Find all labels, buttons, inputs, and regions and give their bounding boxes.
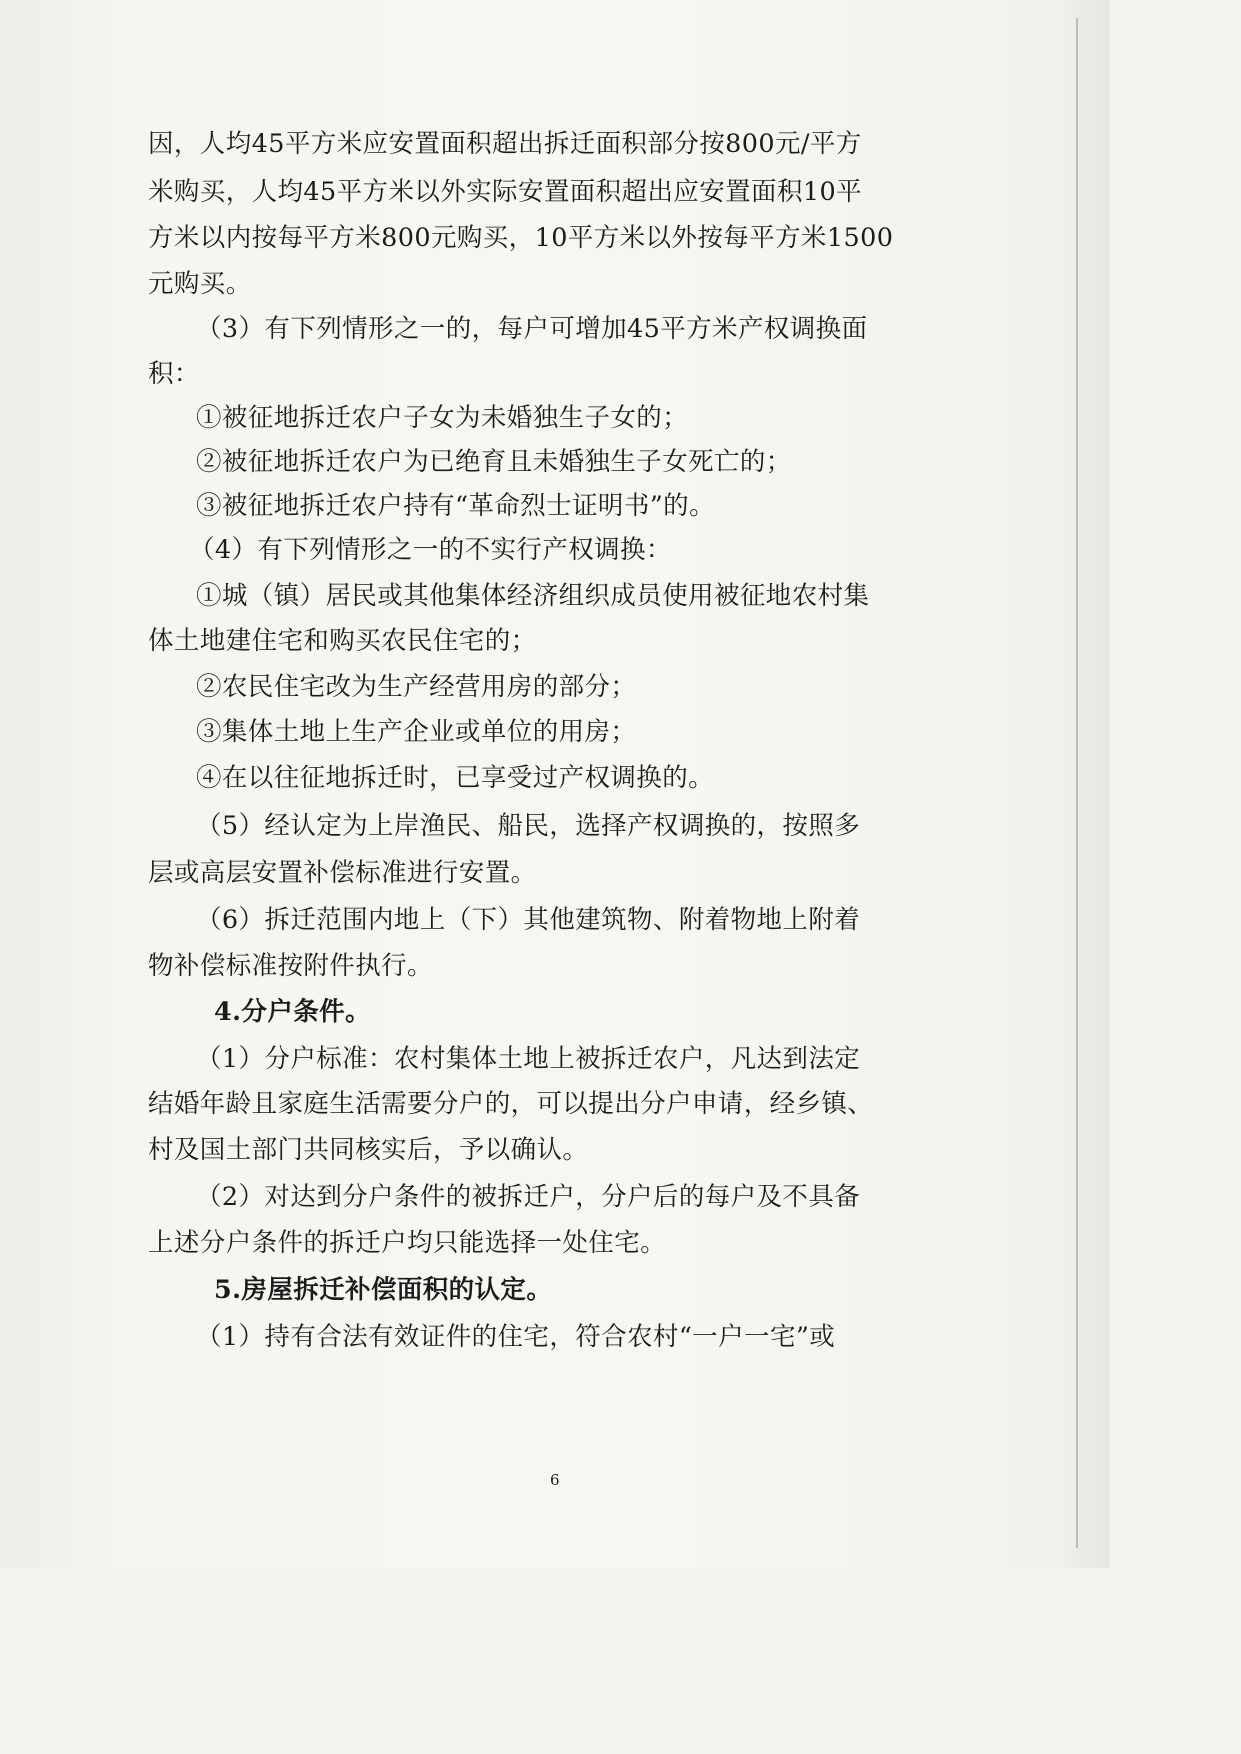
text-line-2: 米购买，人均45平方米以外实际安置面积超出应安置面积10平 bbox=[148, 177, 862, 207]
text-line-23: 村及国土部门共同核实后，予以确认。 bbox=[148, 1135, 589, 1165]
text-line-11: ①城（镇）居民或其他集体经济组织成员使用被征地农村集 bbox=[196, 581, 870, 611]
text-line-13: ②农民住宅改为生产经营用房的部分； bbox=[196, 672, 637, 702]
text-line-16: （5）经认定为上岸渔民、船民，选择产权调换的，按照多 bbox=[196, 811, 861, 841]
text-line-25: 上述分户条件的拆迁户均只能选择一处住宅。 bbox=[148, 1228, 667, 1258]
text-line-14: ③集体土地上生产企业或单位的用房； bbox=[196, 717, 637, 747]
text-line-12: 体土地建住宅和购买农民住宅的； bbox=[148, 626, 537, 656]
text-line-18: （6）拆迁范围内地上（下）其他建筑物、附着物地上附着 bbox=[196, 905, 861, 935]
text-line-22: 结婚年龄且家庭生活需要分户的，可以提出分户申请，经乡镇、 bbox=[148, 1089, 874, 1119]
text-line-27: （1）持有合法有效证件的住宅，符合农村“一户一宅”或 bbox=[196, 1322, 836, 1352]
paper-edge bbox=[1076, 18, 1078, 1548]
text-line-24: （2）对达到分户条件的被拆迁户，分户后的每户及不具备 bbox=[196, 1182, 861, 1212]
text-line-3: 方米以内按每平方米800元购买，10平方米以外按每平方米1500 bbox=[148, 223, 894, 253]
section-heading-5: 5.房屋拆迁补偿面积的认定。 bbox=[214, 1275, 553, 1305]
text-line-6: 积： bbox=[148, 359, 200, 389]
text-line-9: ③被征地拆迁农户持有“革命烈士证明书”的。 bbox=[196, 491, 715, 521]
text-line-4: 元购买。 bbox=[148, 269, 252, 299]
text-line-17: 层或高层安置补偿标准进行安置。 bbox=[148, 858, 537, 888]
text-line-15: ④在以往征地拆迁时，已享受过产权调换的。 bbox=[196, 763, 715, 793]
page-number: 6 bbox=[550, 1471, 560, 1489]
text-line-8: ②被征地拆迁农户为已绝育且未婚独生子女死亡的； bbox=[196, 447, 792, 477]
text-line-1: 因，人均45平方米应安置面积超出拆迁面积部分按800元/平方 bbox=[148, 129, 862, 159]
section-heading-4: 4.分户条件。 bbox=[214, 997, 371, 1027]
text-line-10: （4）有下列情形之一的不实行产权调换： bbox=[189, 535, 672, 565]
text-line-19: 物补偿标准按附件执行。 bbox=[148, 951, 433, 981]
text-line-21: （1）分户标准：农村集体土地上被拆迁农户，凡达到法定 bbox=[196, 1044, 861, 1074]
text-line-5: （3）有下列情形之一的，每户可增加45平方米产权调换面 bbox=[196, 314, 868, 344]
text-line-7: ①被征地拆迁农户子女为未婚独生子女的； bbox=[196, 403, 689, 433]
